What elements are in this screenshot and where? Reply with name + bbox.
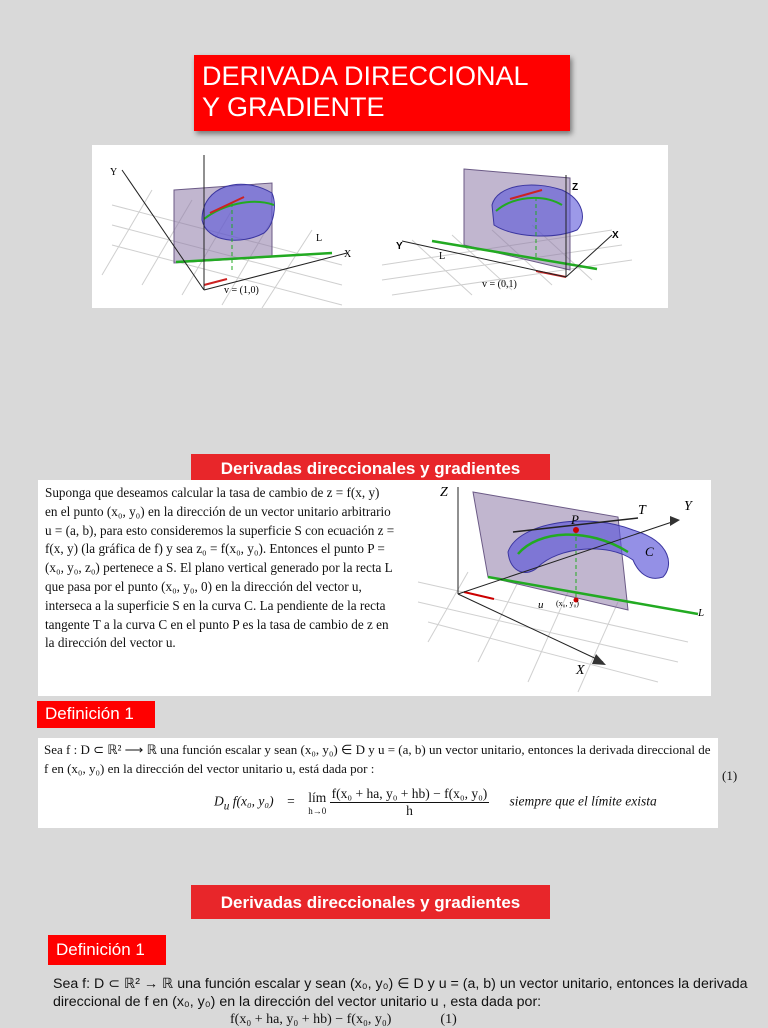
formula-denominator: h [406, 803, 413, 818]
section-banner-2: Derivadas direccionales y gradientes [191, 885, 550, 919]
definition-text-2: Sea f: D ⊂ ℝ² → ℝ una función escalar y sean (x₀, y₀) ∈ D y u = (a, b) un vector unitario, entonces la derivada direccional de f en (x₀, y₀) en la dirección del vector unitario u , esta dada por: [53, 976, 748, 1010]
explanation-paragraph: Suponga que deseamos calcular la tasa de cambio de z = f(x, y) en el punto (x₀, y₀) en la dirección de un vector unitario arbitrario u = (a, b), para esto consideremos la superficie S con ecuación z = f(x, y) (la gráfica de f) y sea z₀ = f(x₀, y₀). Entonces el punto P = (x₀, y₀, z₀) pertenece a S. El plano vertical generado por la recta L que pasa por el punto (x₀, y₀, 0) en la dirección del vector u, interseca a la superficie S en la curva C. La pendiente de la recta tangente T a la curva C en el punto P es la tasa de cambio de z en la dirección del vector u. [45, 485, 395, 651]
label-P: P [571, 512, 579, 527]
formula-D: D [214, 793, 224, 809]
formula-numerator: f(x₀ + ha, y₀ + hb) − f(x₀, y₀) [331, 786, 488, 801]
axis-y-arrow [670, 516, 680, 526]
definition-tag-2: Definición 1 [48, 935, 166, 965]
definition-formula [214, 786, 657, 819]
left-label-y: Y [110, 167, 118, 178]
left-label-x: X [344, 249, 352, 260]
surface-figure [408, 482, 708, 694]
formula-fraction [330, 786, 490, 819]
right-label-z: Z [572, 182, 579, 193]
definition-panel [38, 738, 718, 828]
formula-lim-sub: h→0 [308, 805, 327, 816]
title-line-1: DERIVADA DIRECCIONAL [202, 61, 529, 91]
point-P [573, 527, 579, 533]
right-vector-label: v = (0,1) [482, 279, 517, 290]
label-X: X [576, 663, 585, 678]
right-label-x: X [612, 230, 619, 241]
formula-sub-u: u [223, 800, 230, 813]
formula-eq: = [287, 793, 295, 809]
right-label-L: L [439, 251, 446, 262]
label-u: u [538, 599, 544, 611]
formula-numerator-2: f(x₀ + ha, y₀ + hb) − f(x₀, y₀) [230, 1012, 392, 1027]
label-T: T [638, 503, 646, 518]
right-axis-x [566, 235, 612, 277]
formula-lim-word: lím [308, 789, 327, 805]
label-C: C [645, 544, 654, 559]
title-line-2: Y GRADIENTE [202, 92, 385, 122]
equation-number: (1) [722, 768, 738, 783]
definition-tag-1: Definición 1 [37, 701, 155, 728]
label-L: L [698, 607, 705, 619]
figure-svg [92, 145, 668, 308]
left-label-L: L [316, 233, 323, 244]
formula-limit [308, 790, 326, 816]
definition-formula-2 [230, 1012, 630, 1028]
right-label-y: Y [396, 241, 403, 252]
section-banner-1: Derivadas direccionales y gradientes [191, 454, 550, 482]
formula-arg: f(x₀, y₀) [232, 793, 274, 809]
left-vector-label: v = (1,0) [224, 285, 259, 296]
page-title [194, 55, 570, 131]
vector-u [464, 592, 494, 599]
axis-x [458, 594, 603, 662]
directional-derivative-figure [92, 145, 668, 308]
label-Y: Y [684, 499, 692, 514]
formula-note: siempre que el límite exista [509, 793, 657, 809]
explanation-panel [38, 480, 711, 696]
label-point: (x₀, y₀) [556, 599, 579, 608]
label-Z: Z [440, 485, 448, 500]
equation-number-2: (1) [440, 1012, 457, 1027]
definition-text: Sea f : D ⊂ ℝ² ⟶ ℝ una función escalar y sean (x₀, y₀) ∈ D y u = (a, b) un vector unitario, entonces la derivada direccional de f en (x₀, y₀) en la dirección del vector unitario u, está dada por : [44, 742, 711, 776]
